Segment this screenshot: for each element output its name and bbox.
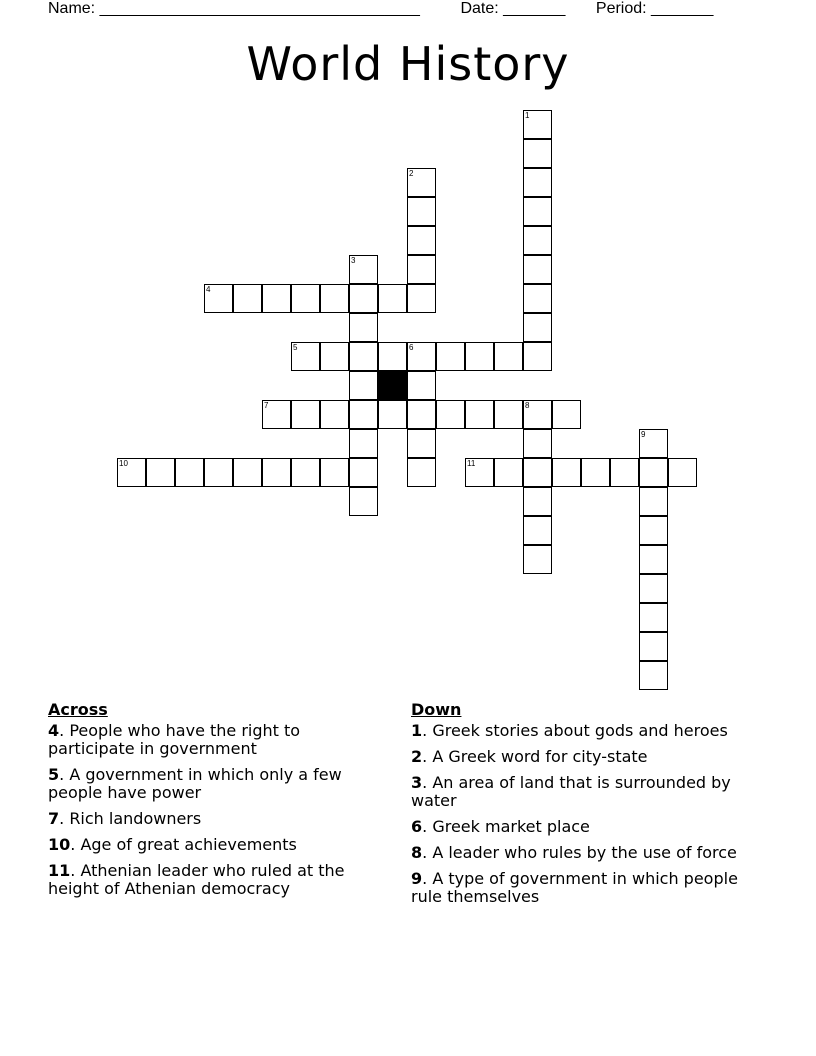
grid-cell[interactable] — [436, 342, 465, 371]
cell-number: 6 — [409, 343, 414, 352]
puzzle-title: World History — [246, 37, 570, 91]
clue-number: 2 — [411, 747, 423, 766]
grid-cell[interactable] — [523, 255, 552, 284]
clue-number: 11 — [48, 861, 71, 880]
grid-cell[interactable] — [494, 342, 523, 371]
grid-cell[interactable] — [378, 400, 407, 429]
grid-cell[interactable] — [349, 458, 378, 487]
clue-down-9: 9. A type of government in which people rule themselves — [411, 869, 738, 906]
grid-cell[interactable] — [523, 197, 552, 226]
clue-text: Greek stories about gods and heroes — [432, 721, 728, 740]
clue-number: 7 — [48, 809, 60, 828]
grid-cell[interactable] — [407, 197, 436, 226]
clue-down-6: 6. Greek market place — [411, 817, 590, 836]
grid-cell[interactable] — [668, 458, 697, 487]
clue-number: 1 — [411, 721, 423, 740]
grid-cell[interactable] — [523, 110, 552, 139]
clue-text: A leader who rules by the use of force — [432, 843, 737, 862]
grid-cell[interactable] — [639, 458, 668, 487]
period-field[interactable]: Period: _______ — [595, 0, 714, 17]
clue-across-10: 10. Age of great achievements — [48, 835, 297, 854]
cell-number: 4 — [206, 285, 211, 294]
grid-cell[interactable] — [523, 139, 552, 168]
grid-cell[interactable] — [146, 458, 175, 487]
grid-cell[interactable] — [407, 371, 436, 400]
grid-cell[interactable] — [349, 371, 378, 400]
clue-text: People who have the right to participate in government — [48, 721, 301, 758]
grid-cell[interactable] — [378, 342, 407, 371]
grid-cell[interactable] — [639, 661, 668, 690]
clue-across-4: 4. People who have the right to participate in government — [48, 721, 301, 758]
clue-number: 3 — [411, 773, 423, 792]
cell-number: 9 — [641, 430, 646, 439]
grid-cell[interactable] — [378, 284, 407, 313]
grid-cell[interactable] — [407, 400, 436, 429]
grid-cell[interactable] — [523, 342, 552, 371]
cell-number: 3 — [351, 256, 356, 265]
grid-cell[interactable] — [407, 342, 436, 371]
grid-cell[interactable] — [117, 458, 146, 487]
grid-cell[interactable] — [291, 400, 320, 429]
grid-cell[interactable] — [465, 458, 494, 487]
blocked-cell — [378, 371, 407, 400]
grid-cell[interactable] — [639, 545, 668, 574]
clue-text: Rich landowners — [69, 809, 202, 828]
clue-text: An area of land that is surrounded by water — [411, 773, 731, 810]
clue-text: Greek market place — [432, 817, 590, 836]
grid-cell[interactable] — [407, 429, 436, 458]
cell-number: 10 — [119, 459, 128, 468]
name-field[interactable]: Name: ____________________________________ — [48, 0, 420, 17]
grid-cell[interactable] — [523, 284, 552, 313]
grid-cell[interactable] — [639, 429, 668, 458]
grid-cell[interactable] — [465, 400, 494, 429]
grid-cell[interactable] — [320, 458, 349, 487]
grid-cell[interactable] — [407, 458, 436, 487]
grid-cell[interactable] — [233, 284, 262, 313]
clue-across-5: 5. A government in which only a few people have power — [48, 765, 342, 802]
grid-cell[interactable] — [262, 400, 291, 429]
grid-cell[interactable] — [349, 255, 378, 284]
grid-cell[interactable] — [465, 342, 494, 371]
clue-down-1: 1. Greek stories about gods and heroes — [411, 721, 728, 740]
grid-cell[interactable] — [291, 342, 320, 371]
grid-cell[interactable] — [175, 458, 204, 487]
clue-down-8: 8. A leader who rules by the use of force — [411, 843, 737, 862]
grid-cell[interactable] — [523, 545, 552, 574]
across-heading: Across — [48, 700, 108, 719]
grid-cell[interactable] — [349, 400, 378, 429]
clue-text: A government in which only a few people have power — [48, 765, 342, 802]
grid-cell[interactable] — [320, 400, 349, 429]
grid-cell[interactable] — [233, 458, 262, 487]
grid-cell[interactable] — [639, 603, 668, 632]
grid-cell[interactable] — [639, 487, 668, 516]
grid-cell[interactable] — [320, 342, 349, 371]
grid-cell[interactable] — [407, 255, 436, 284]
clue-number: 4 — [48, 721, 60, 740]
grid-cell[interactable] — [523, 400, 552, 429]
clue-down-3: 3. An area of land that is surrounded by water — [411, 773, 731, 810]
clue-text: A type of government in which people rule themselves — [411, 869, 738, 906]
cell-number: 8 — [525, 401, 530, 410]
grid-cell[interactable] — [639, 574, 668, 603]
grid-cell[interactable] — [523, 168, 552, 197]
grid-cell[interactable] — [349, 487, 378, 516]
grid-cell[interactable] — [523, 487, 552, 516]
grid-cell[interactable] — [407, 284, 436, 313]
grid-cell[interactable] — [349, 342, 378, 371]
grid-cell[interactable] — [349, 284, 378, 313]
across-clues — [48, 700, 388, 906]
clue-down-2: 2. A Greek word for city-state — [411, 747, 648, 766]
grid-cell[interactable] — [407, 168, 436, 197]
date-field[interactable]: Date: _______ — [460, 0, 566, 17]
grid-cell[interactable] — [523, 226, 552, 255]
grid-cell[interactable] — [262, 284, 291, 313]
clue-text: Athenian leader who ruled at the height of Athenian democracy — [48, 861, 345, 898]
grid-cell[interactable] — [407, 226, 436, 255]
grid-cell[interactable] — [523, 516, 552, 545]
grid-cell[interactable] — [320, 284, 349, 313]
grid-cell[interactable] — [204, 284, 233, 313]
grid-cell[interactable] — [523, 429, 552, 458]
grid-cell[interactable] — [523, 313, 552, 342]
clue-number: 5 — [48, 765, 60, 784]
clue-text: Age of great achievements — [80, 835, 297, 854]
grid-cell[interactable] — [523, 458, 552, 487]
cell-number: 2 — [409, 169, 414, 178]
grid-cell[interactable] — [262, 458, 291, 487]
grid-cell[interactable] — [494, 400, 523, 429]
grid-cell[interactable] — [291, 458, 320, 487]
grid-cell[interactable] — [581, 458, 610, 487]
grid-cell[interactable] — [204, 458, 233, 487]
clue-text: A Greek word for city-state — [432, 747, 648, 766]
cell-number: 1 — [525, 111, 530, 120]
clue-number: 9 — [411, 869, 423, 888]
cell-number: 11 — [467, 459, 476, 468]
down-heading: Down — [411, 700, 462, 719]
clue-number: 6 — [411, 817, 423, 836]
cell-number: 7 — [264, 401, 269, 410]
grid-cell[interactable] — [349, 313, 378, 342]
grid-cell[interactable] — [552, 400, 581, 429]
grid-cell[interactable] — [552, 458, 581, 487]
clue-across-7: 7. Rich landowners — [48, 809, 202, 828]
grid-cell[interactable] — [610, 458, 639, 487]
clue-number: 8 — [411, 843, 423, 862]
grid-cell[interactable] — [436, 400, 465, 429]
clue-across-11: 11. Athenian leader who ruled at the height of Athenian democracy — [48, 861, 345, 898]
grid-cell[interactable] — [494, 458, 523, 487]
grid-cell[interactable] — [639, 516, 668, 545]
cell-number: 5 — [293, 343, 298, 352]
clue-number: 10 — [48, 835, 71, 854]
grid-cell[interactable] — [291, 284, 320, 313]
down-clues — [411, 700, 756, 914]
grid-cell[interactable] — [349, 429, 378, 458]
grid-cell[interactable] — [639, 632, 668, 661]
